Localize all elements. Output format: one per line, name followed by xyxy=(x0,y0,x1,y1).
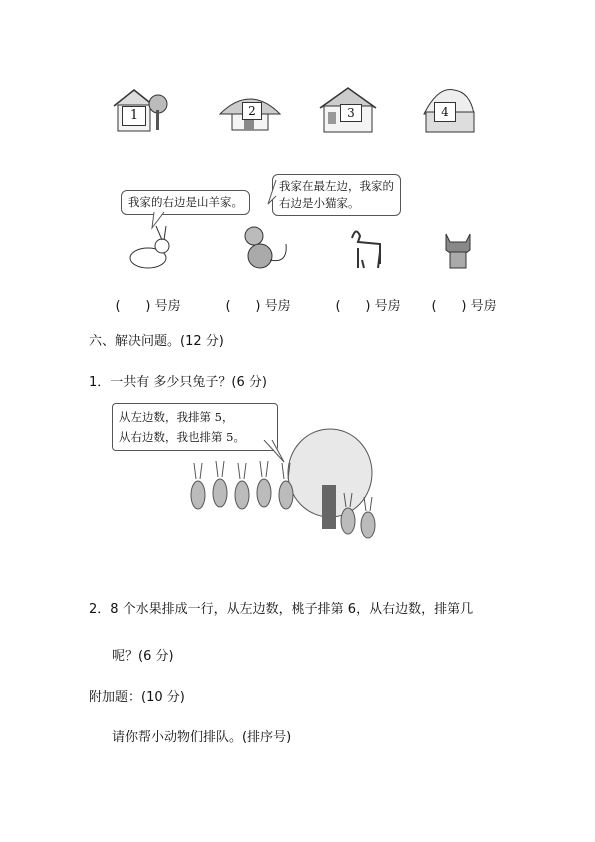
bubble-tail xyxy=(266,176,278,206)
question-1: 1．一共有 多少只兔子？(6 分) xyxy=(89,375,267,390)
rabbit-icon xyxy=(213,461,227,507)
rabbit-line-illustration xyxy=(180,425,390,545)
cat-icon xyxy=(442,230,474,270)
bonus-title: 附加题：(10 分) xyxy=(89,690,185,705)
answer-blank-3[interactable]: ( ) 号房 xyxy=(335,299,401,314)
answer-blank-2[interactable]: ( ) 号房 xyxy=(225,299,291,314)
monkey-speech-line2: 右边是小猫家。 xyxy=(279,196,360,210)
bonus-instruction: 请你帮小动物们排队。(排序号) xyxy=(112,730,292,745)
rabbit-icon xyxy=(122,224,176,272)
tree-icon xyxy=(288,429,372,529)
monkey-speech-line1: 我家在最左边，我家的 xyxy=(279,179,394,193)
rabbit-icon xyxy=(361,497,375,538)
house-3 xyxy=(318,84,378,134)
section-title: 六、解决问题。(12 分) xyxy=(89,334,224,349)
answer-blank-1[interactable]: ( ) 号房 xyxy=(115,299,181,314)
house-number: 3 xyxy=(340,104,362,122)
goat-icon xyxy=(344,224,388,272)
rabbit-icon xyxy=(235,463,249,509)
rabbit-speech-text: 我家的右边是山羊家。 xyxy=(128,195,243,209)
house-4 xyxy=(420,84,480,134)
house-number: 1 xyxy=(122,106,146,126)
bubble-line1: 从左边数，我排第 5， xyxy=(119,410,234,424)
house-2 xyxy=(218,84,282,134)
house-number: 2 xyxy=(242,102,262,120)
rabbit-icon xyxy=(191,463,205,509)
rabbit-speech-bubble xyxy=(121,190,250,215)
house-1 xyxy=(108,84,168,134)
rabbit-icon xyxy=(257,461,271,507)
bubble-line2: 从右边数，我也排第 5。 xyxy=(119,430,245,444)
question-2: 2．8 个水果排成一行，从左边数，桃子排第 6，从右边数，排第几 xyxy=(89,602,474,617)
monkey-icon xyxy=(238,224,294,272)
answer-blank-4[interactable]: ( ) 号房 xyxy=(431,299,497,314)
answer-blank-row xyxy=(95,280,515,314)
monkey-speech-bubble xyxy=(272,174,401,216)
question-2-continued: 呢？(6 分) xyxy=(112,649,174,664)
house-number: 4 xyxy=(434,102,456,122)
